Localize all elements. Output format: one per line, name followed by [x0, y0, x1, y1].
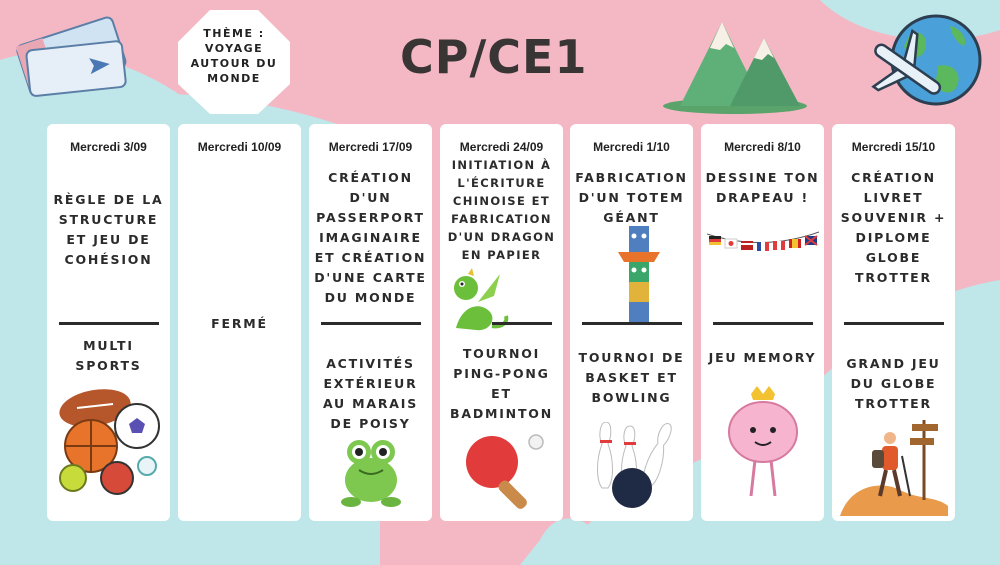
sports-balls-icon [55, 386, 165, 496]
morning-activity: CRÉATION LIVRET SOUVENIR + DIPLOME GLOBE TROTTER [840, 170, 947, 285]
day-card-2 [178, 124, 301, 521]
divider [844, 322, 944, 325]
divider [582, 322, 682, 325]
brain-icon [725, 386, 801, 504]
plane-tickets-icon [12, 8, 132, 103]
day-card-4 [440, 124, 563, 521]
day-card-1 [47, 124, 170, 521]
day-card-5 [570, 124, 693, 521]
day-date: Mercredi 24/09 [459, 140, 544, 154]
afternoon-activity: TOURNOI DE BASKET ET BOWLING [578, 350, 685, 405]
globe-plane-icon [866, 4, 986, 116]
page-title: CP/CE1 [400, 30, 588, 84]
day-date: Mercredi 1/10 [593, 140, 670, 154]
closed-label: FERMÉ [211, 316, 268, 331]
flag-bunting-icon [707, 228, 819, 262]
day-date: Mercredi 15/10 [851, 140, 936, 154]
dragon-icon [448, 266, 512, 336]
theme-badge [176, 8, 292, 116]
morning-activity: DESSINE TON DRAPEAU ! [705, 170, 820, 205]
day-date: Mercredi 10/09 [197, 140, 282, 154]
morning-activity: RÈGLE DE LA STRUCTURE ET JEU DE COHÉSION [53, 192, 164, 267]
day-card-3 [309, 124, 432, 521]
frog-icon [339, 436, 403, 508]
totem-icon [618, 222, 660, 322]
divider [492, 322, 552, 325]
day-date: Mercredi 8/10 [724, 140, 801, 154]
day-date: Mercredi 17/09 [328, 140, 413, 154]
afternoon-activity: GRAND JEU DU GLOBE TROTTER [846, 356, 941, 411]
morning-activity: CRÉATION D'UN PASSERPORT IMAGINAIRE ET CRÉATION D'UNE CARTE DU MONDE [314, 170, 427, 305]
afternoon-activity: TOURNOI PING-PONG ET BADMINTON [450, 346, 553, 421]
divider [321, 322, 421, 325]
afternoon-activity: MULTI SPORTS [75, 338, 142, 373]
theme-label: THÈME : VOYAGE AUTOUR DU MONDE [190, 27, 278, 85]
morning-activity: FABRICATION D'UN TOTEM GÉANT [575, 170, 688, 225]
day-card-6 [701, 124, 824, 521]
bowling-icon [592, 422, 676, 512]
day-card-7 [832, 124, 955, 521]
hiker-icon [840, 416, 948, 516]
morning-activity: INITIATION À L'ÉCRITURE CHINOISE ET FABRICATION D'UN DRAGON EN PAPIER [447, 158, 556, 262]
day-date: Mercredi 3/09 [70, 140, 147, 154]
divider [713, 322, 813, 325]
afternoon-activity: ACTIVITÉS EXTÉRIEUR AU MARAIS DE POISY [322, 356, 419, 431]
divider [59, 322, 159, 325]
ping-pong-icon [462, 432, 548, 516]
afternoon-activity: JEU MEMORY [708, 350, 817, 365]
mountains-icon [660, 8, 810, 114]
